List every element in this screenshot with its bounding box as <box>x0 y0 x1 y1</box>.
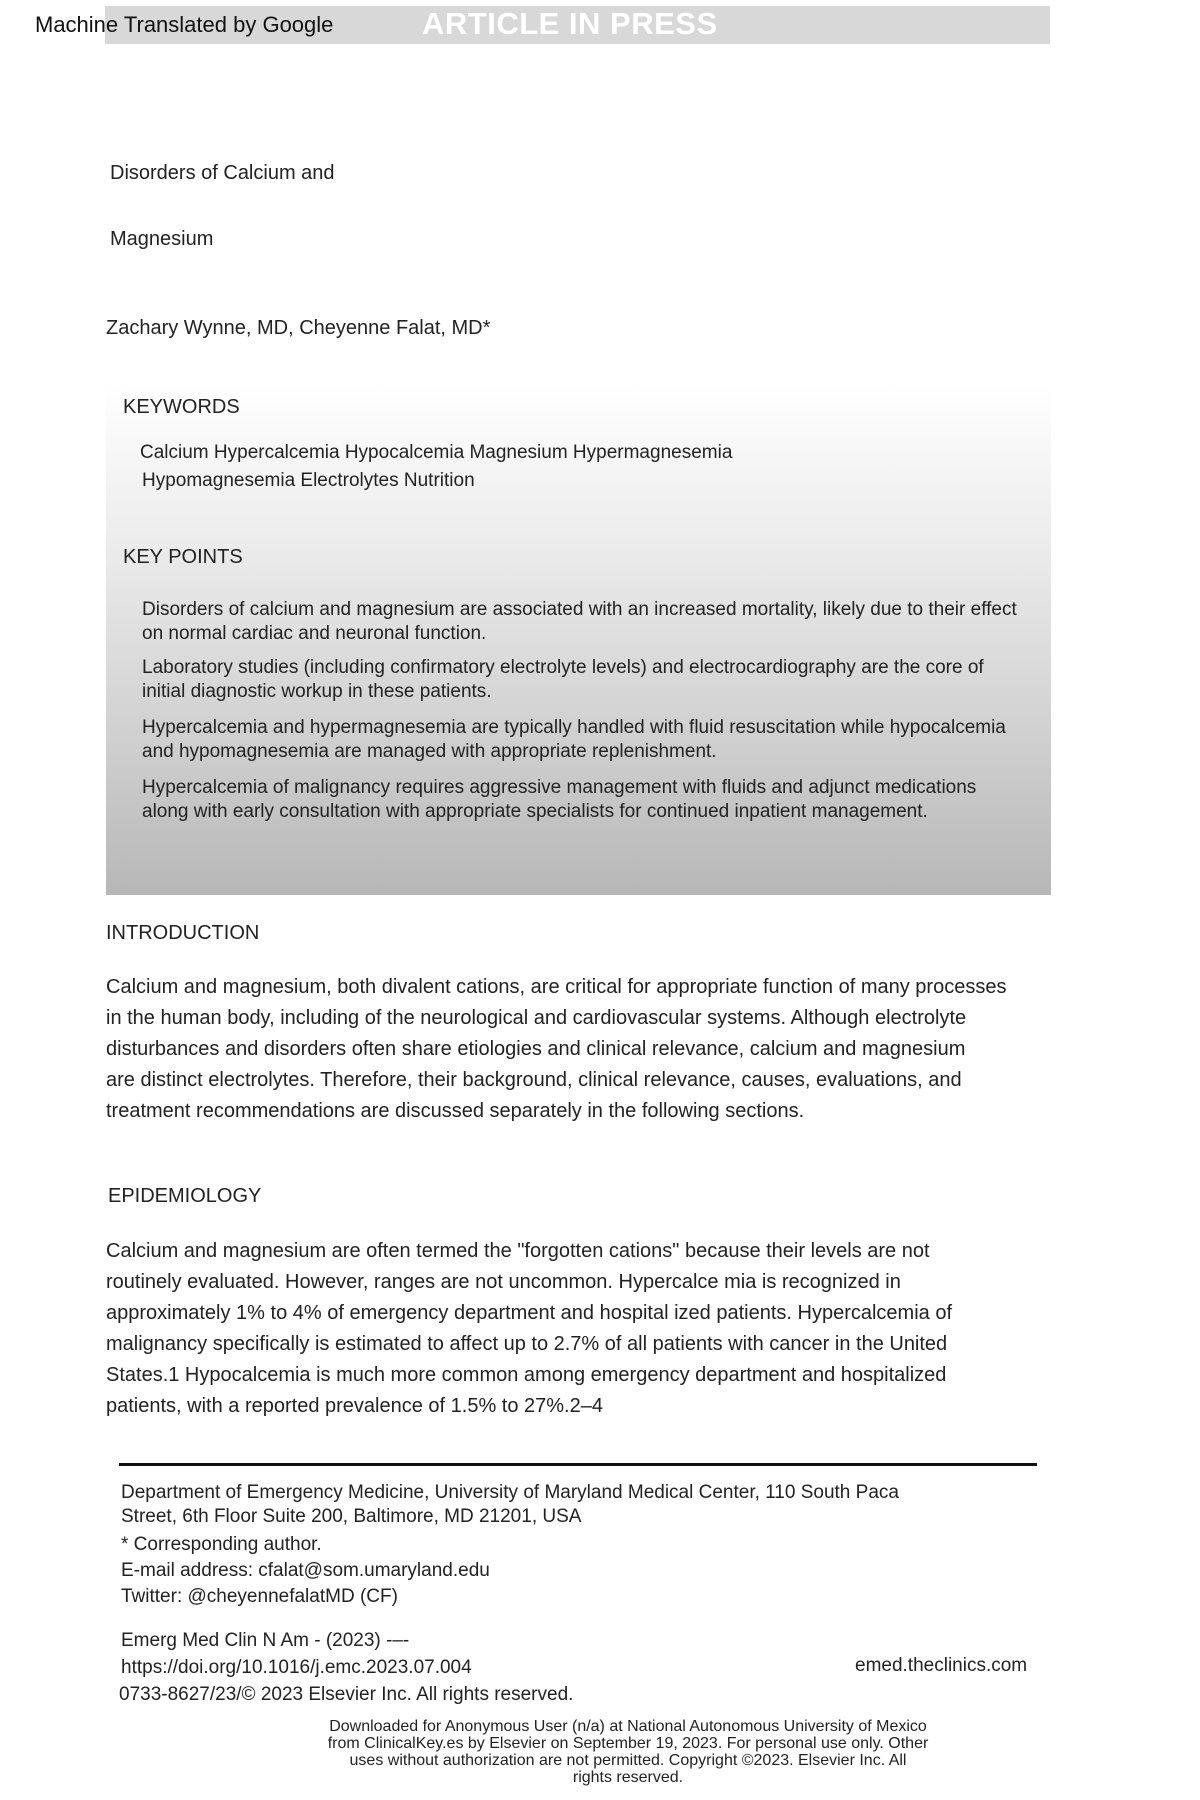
introduction-line: disturbances and disorders often share etiologies and clinical relevance, calcium and magnesium <box>106 1038 966 1060</box>
epidemiology-line: approximately 1% to 4% of emergency department and hospital ized patients. Hypercalcemia of <box>106 1302 953 1324</box>
epidemiology-line: malignancy specifically is estimated to affect up to 2.7% of all patients with cancer in the United <box>106 1333 948 1355</box>
journal-citation: Emerg Med Clin N Am - (2023) -–- <box>121 1630 410 1651</box>
epidemiology-line: Calcium and magnesium are often termed the "forgotten cations" because their levels are not <box>106 1240 930 1262</box>
key-point-item: Laboratory studies (including confirmatory electrolyte levels) and electrocardiography are the core of initial diagnostic workup in these patients. <box>142 657 984 702</box>
journal-website-link[interactable]: emed.theclinics.com <box>855 1655 1028 1676</box>
download-notice-line: uses without authorization are not permitted. Copyright ©2023. Elsevier Inc. All <box>349 1752 907 1769</box>
copyright-line: 0733-8627/23/© 2023 Elsevier Inc. All rights reserved. <box>119 1684 574 1705</box>
introduction-line: Calcium and magnesium, both divalent cations, are critical for appropriate function of many processes <box>106 976 1007 998</box>
footnote-divider <box>119 1463 1037 1466</box>
epidemiology-line: routinely evaluated. However, ranges are not uncommon. Hypercalce mia is recognized in <box>106 1271 901 1293</box>
epidemiology-heading: EPIDEMIOLOGY <box>108 1185 262 1207</box>
download-notice-line: from ClinicalKey.es by Elsevier on September 19, 2023. For personal use only. Other <box>327 1735 929 1752</box>
introduction-heading: INTRODUCTION <box>106 922 260 944</box>
epidemiology-line: States.1 Hypocalcemia is much more common among emergency department and hospitalized <box>106 1364 947 1386</box>
affiliation-line: Street, 6th Floor Suite 200, Baltimore, MD 21201, USA <box>121 1506 582 1527</box>
affiliation-line: Department of Emergency Medicine, University of Maryland Medical Center, 110 South Paca <box>121 1482 899 1503</box>
author-twitter: Twitter: @cheyennefalatMD (CF) <box>121 1586 398 1607</box>
key-point-item: Disorders of calcium and magnesium are associated with an increased mortality, likely due to their effect on normal cardiac and neuronal function. <box>142 599 1017 644</box>
key-points-heading: KEY POINTS <box>123 546 243 568</box>
article-authors: Zachary Wynne, MD, Cheyenne Falat, MD* <box>106 317 491 339</box>
introduction-line: in the human body, including of the neurological and cardiovascular systems. Although electrolyte <box>106 1007 967 1029</box>
introduction-line: are distinct electrolytes. Therefore, their background, clinical relevance, causes, evaluations, and <box>106 1069 962 1091</box>
download-notice-line: Downloaded for Anonymous User (n/a) at National Autonomous University of Mexico <box>329 1718 927 1735</box>
machine-translation-label: Machine Translated by Google <box>35 12 334 37</box>
key-point-item: Hypercalcemia and hypermagnesemia are typically handled with fluid resuscitation while hypocalcemia and hypomagnesemia are managed with appropriate replenishment. <box>142 717 1006 762</box>
article-title-line-1: Disorders of Calcium and <box>110 162 335 184</box>
keywords-heading: KEYWORDS <box>123 396 240 418</box>
keywords-line-2: Hypomagnesemia Electrolytes Nutrition <box>142 470 475 491</box>
doi-link[interactable]: https://doi.org/10.1016/j.emc.2023.07.004 <box>121 1657 472 1678</box>
key-point-item: Hypercalcemia of malignancy requires aggressive management with fluids and adjunct medications along with early consultation with appropriate specialists for continued inpatient management. <box>142 777 977 822</box>
download-notice-line: rights reserved. <box>572 1769 684 1786</box>
article-title-line-2: Magnesium <box>110 228 214 250</box>
corresponding-author-note: * Corresponding author. <box>121 1534 322 1555</box>
keywords-line-1: Calcium Hypercalcemia Hypocalcemia Magnesium Hypermagnesemia <box>140 442 733 463</box>
article-in-press-label: ARTICLE IN PRESS <box>422 6 718 41</box>
introduction-line: treatment recommendations are discussed separately in the following sections. <box>106 1100 805 1122</box>
author-email: E-mail address: cfalat@som.umaryland.edu <box>121 1560 490 1581</box>
epidemiology-line: patients, with a reported prevalence of 1.5% to 27%.2–4 <box>106 1395 603 1417</box>
